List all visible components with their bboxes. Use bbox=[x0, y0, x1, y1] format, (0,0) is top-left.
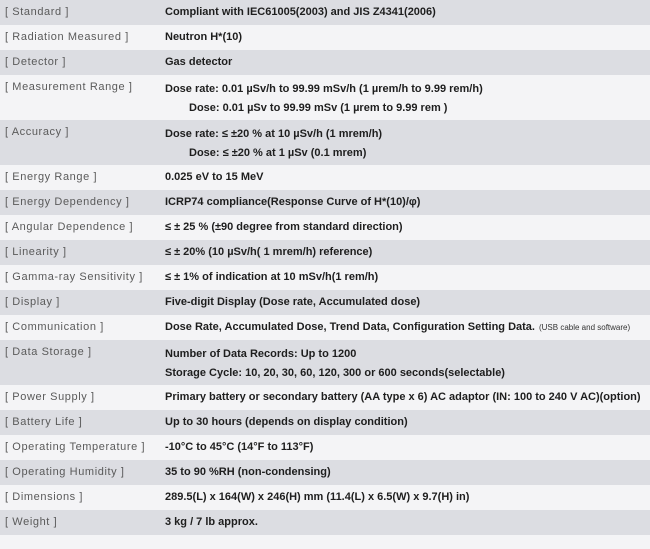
spec-label: [ Weight ] bbox=[5, 516, 58, 528]
spec-value: Neutron H*(10) bbox=[165, 31, 243, 43]
spec-row-power-supply bbox=[0, 385, 650, 410]
spec-row-gamma-ray-sensitivity bbox=[0, 265, 650, 290]
spec-value: Dose Rate, Accumulated Dose, Trend Data, Configuration Setting Data. (USB cable and software) bbox=[165, 321, 631, 333]
spec-value: ≤ ± 20% (10 µSv/h( 1 mrem/h) reference) bbox=[165, 246, 373, 258]
spec-row-display bbox=[0, 290, 650, 315]
spec-label: [ Energy Dependency ] bbox=[5, 196, 130, 208]
spec-label: [ Dimensions ] bbox=[5, 491, 84, 503]
spec-value: 0.025 eV to 15 MeV bbox=[165, 171, 264, 183]
spec-row-detector bbox=[0, 50, 650, 75]
spec-label: [ Radiation Measured ] bbox=[5, 31, 129, 43]
spec-value: Gas detector bbox=[165, 56, 233, 68]
spec-value: ≤ ± 25 % (±90 degree from standard direction) bbox=[165, 221, 403, 233]
spec-label: [ Standard ] bbox=[5, 6, 70, 18]
spec-label: [ Display ] bbox=[5, 296, 60, 308]
spec-value: Number of Data Records: Up to 1200 Storage Cycle: 10, 20, 30, 60, 120, 300 or 600 seconds(selectable) bbox=[165, 348, 505, 379]
spec-label: [ Operating Temperature ] bbox=[5, 441, 146, 453]
spec-row-dimensions bbox=[0, 485, 650, 510]
spec-row-linearity bbox=[0, 240, 650, 265]
spec-label: [ Power Supply ] bbox=[5, 391, 95, 403]
spec-label: [ Operating Humidity ] bbox=[5, 466, 125, 478]
spec-value: -10°C to 45°C (14°F to 113°F) bbox=[165, 441, 314, 453]
spec-label: [ Angular Dependence ] bbox=[5, 221, 134, 233]
spec-label: [ Accuracy ] bbox=[5, 126, 70, 138]
spec-row-standard bbox=[0, 0, 650, 25]
spec-value: Five-digit Display (Dose rate, Accumulated dose) bbox=[165, 296, 421, 308]
spec-note: (USB cable and software) bbox=[538, 323, 631, 332]
spec-row-measurement-range bbox=[0, 75, 650, 120]
spec-label: [ Gamma-ray Sensitivity ] bbox=[5, 271, 143, 283]
spec-value: 289.5(L) x 164(W) x 246(H) mm (11.4(L) x 6.5(W) x 9.7(H) in) bbox=[165, 491, 470, 503]
spec-label: [ Data Storage ] bbox=[5, 346, 92, 358]
spec-row-weight bbox=[0, 510, 650, 535]
spec-label: [ Battery Life ] bbox=[5, 416, 83, 428]
spec-row-radiation-measured bbox=[0, 25, 650, 50]
spec-row-energy-dependency bbox=[0, 190, 650, 215]
spec-value: Up to 30 hours (depends on display condition) bbox=[165, 416, 408, 428]
spec-row-battery-life bbox=[0, 410, 650, 435]
spec-label: [ Linearity ] bbox=[5, 246, 67, 258]
spec-value: Dose rate: 0.01 µSv/h to 99.99 mSv/h (1 µrem/h to 9.99 rem/h) Dose: 0.01 µSv to 99.99 mSv (1 µrem to 9.99 rem ) bbox=[165, 83, 483, 114]
spec-value: Compliant with IEC61005(2003) and JIS Z4341(2006) bbox=[165, 6, 436, 18]
spec-row-operating-temperature bbox=[0, 435, 650, 460]
spec-row-operating-humidity bbox=[0, 460, 650, 485]
spec-row-energy-range bbox=[0, 165, 650, 190]
spec-row-data-storage bbox=[0, 340, 650, 385]
spec-label: [ Measurement Range ] bbox=[5, 81, 133, 93]
spec-row-angular-dependence bbox=[0, 215, 650, 240]
spec-value: Primary battery or secondary battery (AA type x 6) AC adaptor (IN: 100 to 240 V AC)(option) bbox=[165, 391, 641, 403]
spec-label: [ Energy Range ] bbox=[5, 171, 98, 183]
spec-row-accuracy bbox=[0, 120, 650, 165]
spec-value: 3 kg / 7 lb approx. bbox=[165, 516, 258, 528]
spec-value: 35 to 90 %RH (non-condensing) bbox=[165, 466, 331, 478]
spec-value: ICRP74 compliance(Response Curve of H*(10)/φ) bbox=[165, 196, 421, 208]
spec-value: ≤ ± 1% of indication at 10 mSv/h(1 rem/h) bbox=[165, 271, 379, 283]
spec-label: [ Detector ] bbox=[5, 56, 66, 68]
spec-label: [ Communication ] bbox=[5, 321, 104, 333]
spec-value: Dose rate: ≤ ±20 % at 10 µSv/h (1 mrem/h) Dose: ≤ ±20 % at 1 µSv (0.1 mrem) bbox=[165, 128, 383, 159]
spec-row-communication bbox=[0, 315, 650, 340]
